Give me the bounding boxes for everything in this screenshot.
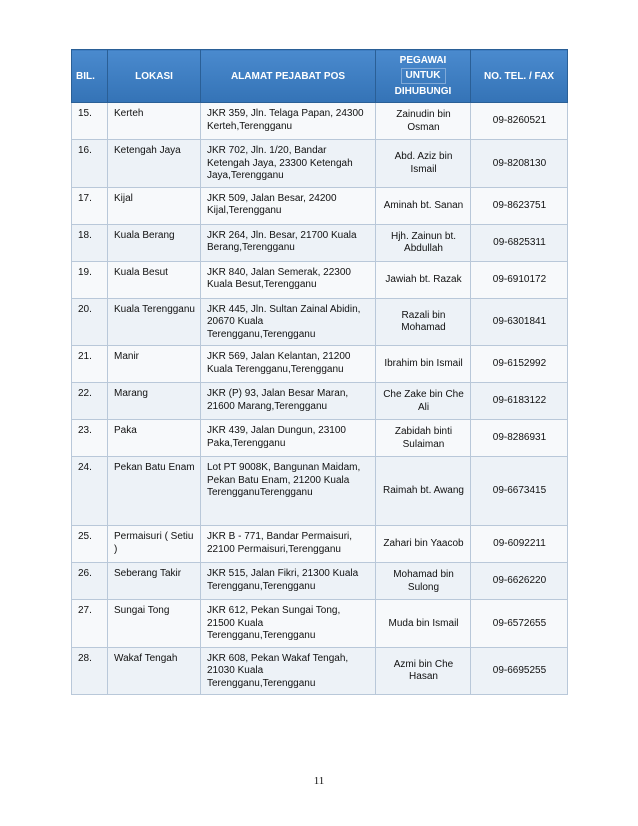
cell-tel: 09-6673415 (471, 457, 568, 526)
table-row (72, 346, 568, 383)
cell-tel: 09-6152992 (471, 346, 568, 383)
cell-alamat: Lot PT 9008K, Bangunan Maidam, Pekan Batu Enam, 21200 Kuala TerengganuTerengganu (201, 457, 376, 526)
cell-alamat: JKR 445, Jln. Sultan Zainal Abidin, 20670 Kuala Terengganu,Terengganu (201, 298, 376, 346)
cell-pegawai: Zahari bin Yaacob (376, 526, 471, 563)
cell-tel: 09-8208130 (471, 140, 568, 188)
table-row (72, 261, 568, 298)
table-row (72, 563, 568, 600)
cell-bil: 21. (72, 346, 108, 383)
cell-alamat: JKR 608, Pekan Wakaf Tengah, 21030 Kuala Terengganu,Terengganu (201, 647, 376, 695)
cell-bil: 16. (72, 140, 108, 188)
cell-lokasi: Ketengah Jaya (108, 140, 201, 188)
cell-bil: 19. (72, 261, 108, 298)
cell-lokasi: Pekan Batu Enam (108, 457, 201, 526)
cell-pegawai: Zainudin bin Osman (376, 103, 471, 140)
cell-alamat: JKR (P) 93, Jalan Besar Maran, 21600 Marang,Terengganu (201, 383, 376, 420)
header-bil: BIL. (72, 50, 108, 103)
cell-bil: 26. (72, 563, 108, 600)
table-row (72, 457, 568, 526)
cell-lokasi: Kijal (108, 187, 201, 224)
post-office-table-container (71, 49, 567, 695)
cell-lokasi: Manir (108, 346, 201, 383)
cell-bil: 17. (72, 187, 108, 224)
cell-bil: 28. (72, 647, 108, 695)
cell-bil: 25. (72, 526, 108, 563)
cell-pegawai: Aminah bt. Sanan (376, 187, 471, 224)
cell-alamat: JKR 840, Jalan Semerak, 22300 Kuala Besut,Terengganu (201, 261, 376, 298)
cell-pegawai: Muda bin Ismail (376, 600, 471, 648)
cell-tel: 09-6825311 (471, 224, 568, 261)
table-body (72, 103, 568, 695)
cell-pegawai: Razali bin Mohamad (376, 298, 471, 346)
cell-tel: 09-8286931 (471, 420, 568, 457)
cell-pegawai: Zabidah binti Sulaiman (376, 420, 471, 457)
cell-lokasi: Kuala Berang (108, 224, 201, 261)
cell-alamat: JKR 702, Jln. 1/20, Bandar Ketengah Jaya, 23300 Ketengah Jaya,Terengganu (201, 140, 376, 188)
cell-alamat: JKR 569, Jalan Kelantan, 21200 Kuala Terengganu,Terengganu (201, 346, 376, 383)
cell-bil: 20. (72, 298, 108, 346)
cell-pegawai: Hjh. Zainun bt. Abdullah (376, 224, 471, 261)
header-pegawai-line2: UNTUK (401, 68, 446, 84)
table-row (72, 526, 568, 563)
cell-pegawai: Azmi bin Che Hasan (376, 647, 471, 695)
cell-bil: 27. (72, 600, 108, 648)
post-office-table (71, 49, 568, 695)
cell-lokasi: Paka (108, 420, 201, 457)
cell-lokasi: Kuala Terengganu (108, 298, 201, 346)
cell-pegawai: Mohamad bin Sulong (376, 563, 471, 600)
cell-lokasi: Seberang Takir (108, 563, 201, 600)
cell-tel: 09-8260521 (471, 103, 568, 140)
header-alamat: ALAMAT PEJABAT POS (201, 50, 376, 103)
cell-bil: 15. (72, 103, 108, 140)
cell-tel: 09-8623751 (471, 187, 568, 224)
cell-lokasi: Marang (108, 383, 201, 420)
header-pegawai-line3: DIHUBUNGI (394, 86, 452, 97)
table-row (72, 224, 568, 261)
cell-bil: 24. (72, 457, 108, 526)
cell-alamat: JKR B - 771, Bandar Permaisuri, 22100 Permaisuri,Terengganu (201, 526, 376, 563)
table-row (72, 298, 568, 346)
cell-lokasi: Kuala Besut (108, 261, 201, 298)
cell-tel: 09-6626220 (471, 563, 568, 600)
table-row (72, 647, 568, 695)
cell-tel: 09-6183122 (471, 383, 568, 420)
cell-lokasi: Kerteh (108, 103, 201, 140)
cell-bil: 23. (72, 420, 108, 457)
cell-bil: 22. (72, 383, 108, 420)
cell-pegawai: Jawiah bt. Razak (376, 261, 471, 298)
table-row (72, 103, 568, 140)
cell-lokasi: Sungai Tong (108, 600, 201, 648)
cell-tel: 09-6572655 (471, 600, 568, 648)
header-pegawai (376, 50, 471, 103)
cell-tel: 09-6092211 (471, 526, 568, 563)
cell-alamat: JKR 439, Jalan Dungun, 23100 Paka,Terengganu (201, 420, 376, 457)
cell-lokasi: Wakaf Tengah (108, 647, 201, 695)
cell-bil: 18. (72, 224, 108, 261)
table-row (72, 383, 568, 420)
cell-pegawai: Abd. Aziz bin Ismail (376, 140, 471, 188)
cell-alamat: JKR 515, Jalan Fikri, 21300 Kuala Terengganu,Terengganu (201, 563, 376, 600)
page-number: 11 (313, 775, 325, 787)
cell-pegawai: Che Zake bin Che Ali (376, 383, 471, 420)
table-header-row (72, 50, 568, 103)
cell-tel: 09-6301841 (471, 298, 568, 346)
table-row (72, 187, 568, 224)
header-pegawai-line1: PEGAWAI (399, 55, 447, 66)
cell-lokasi: Permaisuri ( Setiu ) (108, 526, 201, 563)
cell-pegawai: Raimah bt. Awang (376, 457, 471, 526)
cell-pegawai: Ibrahim bin Ismail (376, 346, 471, 383)
cell-tel: 09-6910172 (471, 261, 568, 298)
cell-alamat: JKR 359, Jln. Telaga Papan, 24300 Kerteh,Terengganu (201, 103, 376, 140)
table-row (72, 420, 568, 457)
table-row (72, 140, 568, 188)
header-tel: NO. TEL. / FAX (471, 50, 568, 103)
header-lokasi: LOKASI (108, 50, 201, 103)
cell-tel: 09-6695255 (471, 647, 568, 695)
cell-alamat: JKR 264, Jln. Besar, 21700 Kuala Berang,Terengganu (201, 224, 376, 261)
cell-alamat: JKR 509, Jalan Besar, 24200 Kijal,Terengganu (201, 187, 376, 224)
cell-alamat: JKR 612, Pekan Sungai Tong, 21500 Kuala Terengganu,Terengganu (201, 600, 376, 648)
table-row (72, 600, 568, 648)
